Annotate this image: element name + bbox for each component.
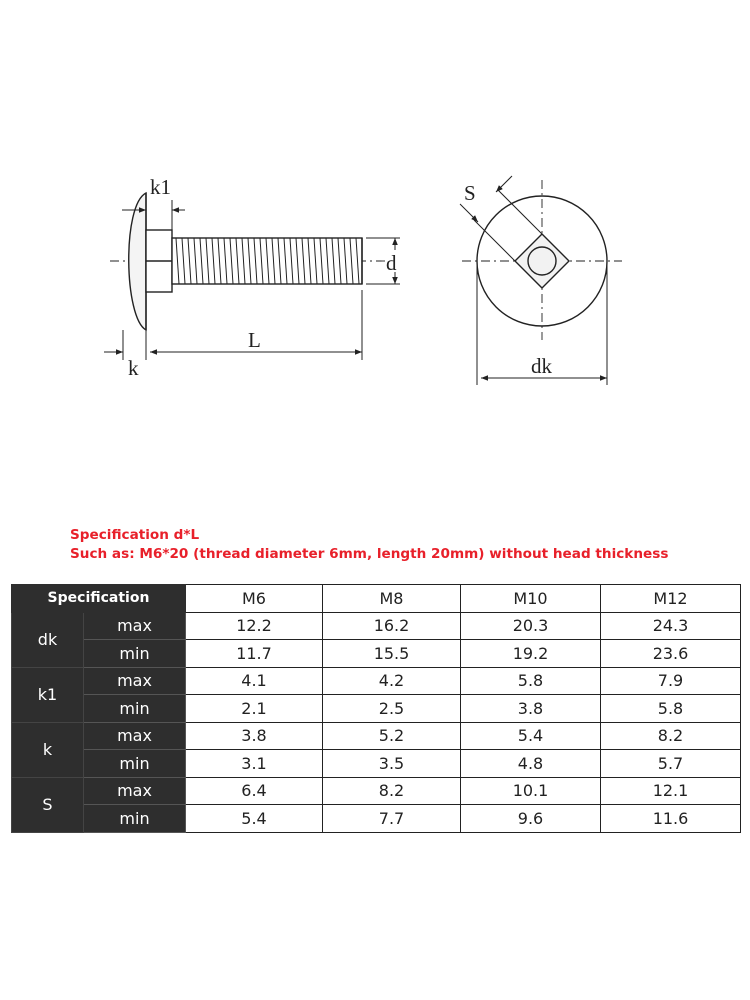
table-cell: 3.5 [323,750,461,778]
label-k1: k1 [150,175,171,199]
table-cell: 4.1 [186,667,323,695]
table-cell: 2.5 [323,695,461,723]
table-cell: 5.8 [601,695,741,723]
specification-note [70,526,668,564]
table-cell: 12.1 [601,777,741,805]
table-cell: 5.4 [186,805,323,833]
table-cell: 7.9 [601,667,741,695]
table-cell: 5.2 [323,722,461,750]
table-cell: 3.8 [461,695,601,723]
header-size: M12 [601,585,741,613]
row-label: min [84,640,186,668]
label-d: d [386,251,397,275]
row-label: min [84,695,186,723]
S-arrow-2 [496,176,512,192]
table-row [12,750,741,778]
square-neck-outline [515,234,569,288]
table-row [12,640,741,668]
top-view [462,180,622,340]
row-label: max [84,777,186,805]
table-cell: 4.2 [323,667,461,695]
table-cell: 3.8 [186,722,323,750]
label-dk: dk [531,354,552,378]
S-arrow-1 [460,204,478,222]
row-label: min [84,805,186,833]
table-cell: 6.4 [186,777,323,805]
table-cell: 24.3 [601,612,741,640]
note-line-1: Specification d*L [70,527,200,543]
header-size: M8 [323,585,461,613]
table-cell: 4.8 [461,750,601,778]
header-size: M6 [186,585,323,613]
table-cell: 20.3 [461,612,601,640]
row-label: max [84,667,186,695]
table-cell: 12.2 [186,612,323,640]
header-specification: Specification [12,585,186,613]
table-header-row [12,585,741,613]
table-cell: 5.8 [461,667,601,695]
table-cell: 2.1 [186,695,323,723]
table-row [12,612,741,640]
table-cell: 10.1 [461,777,601,805]
table-row [12,805,741,833]
label-L: L [248,328,261,352]
table-cell: 19.2 [461,640,601,668]
param-label: dk [12,612,84,667]
label-S: S [464,181,476,205]
row-label: max [84,612,186,640]
table-cell: 3.1 [186,750,323,778]
row-label: max [84,722,186,750]
label-k: k [128,356,139,380]
table-cell: 8.2 [323,777,461,805]
table-cell: 8.2 [601,722,741,750]
table-row [12,667,741,695]
row-label: min [84,750,186,778]
table-cell: 23.6 [601,640,741,668]
table-row [12,722,741,750]
spec-table [11,584,741,833]
param-label: k1 [12,667,84,722]
table-row [12,777,741,805]
param-label: S [12,777,84,832]
header-size: M10 [461,585,601,613]
table-cell: 16.2 [323,612,461,640]
note-line-2: Such as: M6*20 (thread diameter 6mm, length 20mm) without head thickness [70,546,669,562]
table-cell: 11.7 [186,640,323,668]
table-cell: 7.7 [323,805,461,833]
side-view [110,193,385,330]
bolt-head [129,193,146,330]
table-cell: 11.6 [601,805,741,833]
table-cell: 15.5 [323,640,461,668]
table-cell: 5.4 [461,722,601,750]
table-cell: 9.6 [461,805,601,833]
param-label: k [12,722,84,777]
table-row [12,695,741,723]
table-cell: 5.7 [601,750,741,778]
